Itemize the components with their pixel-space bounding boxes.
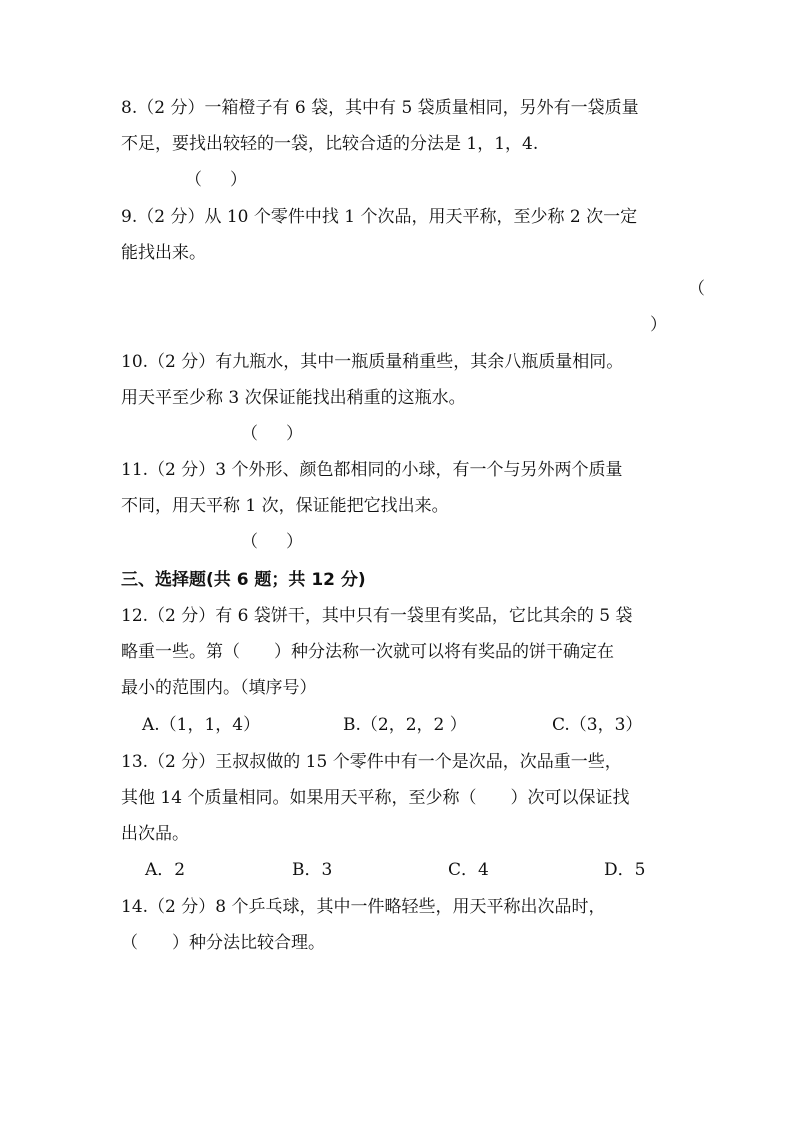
question-13-text-line3: 出次品。 <box>121 824 189 844</box>
question-12-text-line3: 最小的范围内。（填序号） <box>121 678 317 698</box>
question-8-answer-close: ） <box>230 170 247 190</box>
question-13-text-line2: 其他 14 个质量相同。如果用天平称，至少称（ ）次可以保证找 <box>121 788 630 808</box>
question-9-answer-open: （ <box>688 279 705 299</box>
question-11-text-line1: 11.（2 分）3 个外形、颜色都相同的小球，有一个与另外两个质量 <box>121 460 623 480</box>
question-12-option-a[interactable]: A.（1，1，4） <box>142 715 261 735</box>
section-3-heading: 三、选择题(共 6 题；共 12 分) <box>121 570 366 590</box>
question-12-option-c[interactable]: C.（3，3） <box>552 715 643 735</box>
question-11-answer-open: （ <box>241 532 258 552</box>
question-13-option-b[interactable]: B．3 <box>292 860 333 880</box>
question-10-text-line2: 用天平至少称 3 次保证能找出稍重的这瓶水。 <box>121 388 466 408</box>
question-9-answer-close: ） <box>650 315 667 335</box>
question-12-text-line2: 略重一些。第（ ）种分法称一次就可以将有奖品的饼干确定在 <box>121 642 614 662</box>
question-8-text-line1: 8.（2 分）一箱橙子有 6 袋，其中有 5 袋质量相同，另外有一袋质量 <box>121 98 639 118</box>
question-12-option-b[interactable]: B.（2，2，2 ） <box>343 715 467 735</box>
question-11-answer-close: ） <box>286 532 303 552</box>
question-13-option-a[interactable]: A．2 <box>145 860 186 880</box>
question-10-answer-close: ） <box>286 424 303 444</box>
question-8-text-line2: 不足，要找出较轻的一袋，比较合适的分法是 1，1，4. <box>121 134 539 154</box>
question-12-text-line1: 12.（2 分）有 6 袋饼干，其中只有一袋里有奖品，它比其余的 5 袋 <box>121 606 633 626</box>
question-13-option-d[interactable]: D．5 <box>604 860 646 880</box>
question-14-text-line1: 14.（2 分）8 个乒乓球，其中一件略轻些，用天平称出次品时， <box>121 897 606 917</box>
question-10-text-line1: 10.（2 分）有九瓶水，其中一瓶质量稍重些，其余八瓶质量相同。 <box>121 352 624 372</box>
question-13-text-line1: 13.（2 分）王叔叔做的 15 个零件中有一个是次品，次品重一些， <box>121 752 622 772</box>
question-13-option-c[interactable]: C．4 <box>448 860 489 880</box>
question-14-text-line2: （ ）种分法比较合理。 <box>121 933 325 953</box>
question-11-text-line2: 不同，用天平称 1 次，保证能把它找出来。 <box>121 496 449 516</box>
question-8-answer-open: （ <box>185 170 202 190</box>
question-10-answer-open: （ <box>241 424 258 444</box>
question-9-text-line1: 9.（2 分）从 10 个零件中找 1 个次品，用天平称，至少称 2 次一定 <box>121 207 638 227</box>
question-9-text-line2: 能找出来。 <box>121 243 206 263</box>
